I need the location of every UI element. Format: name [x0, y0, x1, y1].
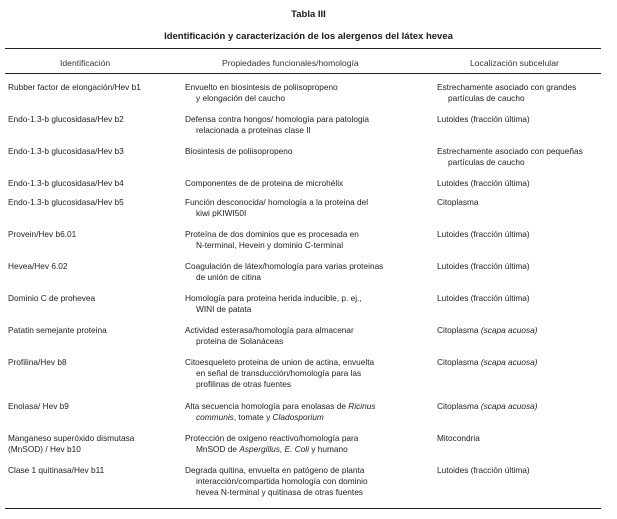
cell-identificacion-line: Enolasa/ Hev b9	[8, 401, 69, 411]
cell-propiedades-line	[185, 125, 430, 136]
text-segment: Citoplasma	[437, 401, 481, 411]
text-segment: Citoplasma	[437, 357, 481, 367]
cell-localizacion-line	[437, 433, 615, 444]
cell-propiedades-line	[185, 178, 430, 189]
cell-propiedades	[185, 401, 430, 423]
cell-identificacion	[8, 465, 183, 476]
text-segment: kiwi pKIWI50I	[196, 208, 247, 218]
cell-propiedades	[185, 178, 430, 189]
text-segment: MnSOD de	[196, 444, 240, 454]
cell-propiedades-line	[185, 487, 430, 498]
text-segment: Lutoides (fracción última)	[437, 261, 530, 271]
cell-localizacion	[437, 465, 615, 476]
text-segment: Degrada quitina, envuelta en patógeno de planta	[185, 465, 365, 475]
cell-localizacion-line	[437, 465, 615, 476]
cell-propiedades	[185, 261, 430, 283]
text-segment: proteina de Solanáceas	[196, 336, 284, 346]
cell-identificacion-line: Endo-1.3-b glucosidasa/Hev b4	[8, 178, 124, 188]
text-segment: Actividad esterasa/homología para almacenar	[185, 325, 354, 335]
cell-localizacion-line	[437, 293, 615, 304]
text-segment: Lutoides (fracción última)	[437, 293, 530, 303]
cell-localizacion	[437, 261, 615, 272]
table-title: Identificación y caracterización de los alergenos del látex hevea	[164, 31, 453, 42]
table-bottom-rule	[5, 508, 601, 509]
cell-identificacion	[8, 357, 183, 368]
text-segment: y humano	[309, 444, 348, 454]
cell-localizacion	[437, 146, 615, 168]
text-segment: Protección de oxigeno reactivo/homología para	[185, 433, 359, 443]
cell-propiedades-line	[185, 240, 430, 251]
cell-propiedades-line	[185, 272, 430, 283]
text-segment: Función desconocida/ homología a la proteina del	[185, 197, 369, 207]
cell-identificacion	[8, 229, 183, 240]
cell-identificacion-line: Provein/Hev b6.01	[8, 229, 77, 239]
cell-identificacion	[8, 114, 183, 125]
text-segment: Citoplasma	[437, 325, 481, 335]
cell-localizacion-line	[437, 401, 615, 412]
cell-identificacion-line: Manganeso superóxido dismutasa	[8, 433, 135, 443]
cell-localizacion-line	[437, 229, 615, 240]
cell-propiedades-line	[185, 82, 430, 93]
text-segment: partículas de caucho	[448, 157, 525, 167]
cell-localizacion	[437, 114, 615, 125]
cell-localizacion	[437, 433, 615, 444]
table-top-rule	[5, 48, 601, 49]
cell-identificacion	[8, 401, 183, 412]
cell-propiedades	[185, 357, 430, 390]
cell-propiedades-line	[185, 93, 430, 104]
cell-identificacion-line: Rubber factor de elongación/Hev b1	[8, 82, 141, 92]
cell-propiedades-line	[185, 357, 430, 368]
text-segment: interacción/compartida homología con dominio	[196, 476, 368, 486]
cell-localizacion-line	[437, 325, 615, 336]
cell-identificacion-line: Profilina/Hev b8	[8, 357, 67, 367]
cell-localizacion	[437, 197, 615, 208]
cell-identificacion	[8, 293, 183, 304]
column-header-localizacion: Localización subcelular	[470, 58, 559, 68]
cell-localizacion-line	[437, 157, 615, 168]
text-segment: Lutoides (fracción última)	[437, 114, 530, 124]
text-segment: N-terminal, Hevein y dominio C-terminal	[196, 240, 344, 250]
cell-propiedades-line	[185, 368, 430, 379]
cell-propiedades-line	[185, 412, 430, 423]
cell-propiedades-line	[185, 146, 430, 157]
cell-identificacion	[8, 433, 183, 455]
cell-propiedades-line	[185, 336, 430, 347]
cell-identificacion	[8, 261, 183, 272]
cell-identificacion	[8, 146, 183, 157]
text-segment: , tomate y	[233, 412, 273, 422]
text-segment: partículas de caucho	[448, 93, 525, 103]
cell-propiedades-line	[185, 379, 430, 390]
text-segment: en señal de transducción/homología para las	[196, 368, 362, 378]
cell-propiedades-line	[185, 229, 430, 240]
text-segment: Cladosporium	[272, 412, 324, 422]
cell-propiedades-line	[185, 293, 430, 304]
cell-propiedades	[185, 465, 430, 498]
text-segment: Homología para proteina herida inducible, p. ej.,	[185, 293, 362, 303]
text-segment: Envuelto en biosintesis de poliisopropeno	[185, 82, 338, 92]
cell-localizacion	[437, 82, 615, 104]
cell-propiedades	[185, 146, 430, 157]
table-header-rule	[5, 73, 601, 74]
text-segment: Lutoides (fracción última)	[437, 465, 530, 475]
cell-localizacion-line	[437, 261, 615, 272]
cell-propiedades-line	[185, 433, 430, 444]
cell-propiedades-line	[185, 304, 430, 315]
text-segment: Lutoides (fracción última)	[437, 229, 530, 239]
cell-identificacion-line: Endo-1.3-b glucosidasa/Hev b5	[8, 197, 124, 207]
cell-propiedades	[185, 114, 430, 136]
text-segment: Biosintesis de poliisopropeno	[185, 146, 293, 156]
cell-propiedades	[185, 229, 430, 251]
text-segment: y elongación del caucho	[196, 93, 286, 103]
cell-localizacion-line	[437, 357, 615, 368]
cell-identificacion-line: (MnSOD) / Hev b10	[8, 444, 81, 454]
cell-propiedades-line	[185, 476, 430, 487]
text-segment: Lutoides (fracción última)	[437, 178, 530, 188]
table-number: Tabla III	[291, 9, 326, 20]
text-segment: WINI de patata	[196, 304, 252, 314]
cell-localizacion-line	[437, 114, 615, 125]
text-segment: Estrechamente asociado con grandes	[437, 82, 577, 92]
cell-identificacion-line: Endo-1.3-b glucosidasa/Hev b3	[8, 146, 124, 156]
text-segment: Ricinus	[348, 401, 376, 411]
cell-propiedades-line	[185, 114, 430, 125]
cell-identificacion-line: Clase 1 quitinasa/Hev b11	[8, 465, 105, 475]
cell-localizacion-line	[437, 178, 615, 189]
text-segment: Alta secuencia homología para enolasas de	[185, 401, 349, 411]
cell-propiedades	[185, 325, 430, 347]
cell-localizacion-line	[437, 82, 615, 93]
text-segment: Citoplasma	[437, 197, 479, 207]
text-segment: Mitocondria	[437, 433, 480, 443]
cell-propiedades-line	[185, 465, 430, 476]
cell-propiedades-line	[185, 197, 430, 208]
text-segment: relacionada a proteinas clase II	[196, 125, 311, 135]
cell-identificacion	[8, 82, 183, 93]
text-segment: (scapa acuosa)	[480, 357, 538, 367]
text-segment: Defensa contra hongos/ homología para patologia	[185, 114, 370, 124]
text-segment: communis	[196, 412, 234, 422]
cell-identificacion-line: Patatin semejante proteina	[8, 325, 107, 335]
cell-identificacion	[8, 178, 183, 189]
cell-identificacion	[8, 197, 183, 208]
text-segment: Citoesqueleto proteina de union de actina, envuelta	[185, 357, 375, 367]
cell-localizacion-line	[437, 93, 615, 104]
text-segment: hevea N-terminal y quitinasa de otras fuentes	[196, 487, 363, 497]
cell-propiedades-line	[185, 261, 430, 272]
cell-localizacion	[437, 229, 615, 240]
cell-localizacion-line	[437, 197, 615, 208]
cell-localizacion	[437, 357, 615, 368]
cell-propiedades-line	[185, 444, 430, 455]
cell-propiedades	[185, 197, 430, 219]
column-header-propiedades: Propiedades funcionales/homología	[222, 58, 359, 68]
cell-propiedades	[185, 433, 430, 455]
cell-identificacion	[8, 325, 183, 336]
cell-identificacion-line: Dominio C de prohevea	[8, 293, 96, 303]
cell-propiedades	[185, 82, 430, 104]
cell-propiedades	[185, 293, 430, 315]
cell-localizacion	[437, 401, 615, 412]
cell-propiedades-line	[185, 325, 430, 336]
text-segment: Componentes de de proteina de microhélix	[185, 178, 344, 188]
text-segment: Aspergillus, E. Coli	[239, 444, 309, 454]
text-segment: Estrechamente asociado con pequeñas	[437, 146, 583, 156]
cell-propiedades-line	[185, 401, 430, 412]
text-segment: Coagulación de látex/homología para varias proteinas	[185, 261, 384, 271]
cell-localizacion-line	[437, 146, 615, 157]
cell-identificacion-line: Endo-1.3-b glucosidasa/Hev b2	[8, 114, 124, 124]
cell-localizacion	[437, 293, 615, 304]
cell-localizacion	[437, 178, 615, 189]
cell-identificacion-line: Hevea/Hev 6.02	[8, 261, 68, 271]
text-segment: de unión de citina	[196, 272, 262, 282]
text-segment: Proteína de dos dominios que es procesada en	[185, 229, 359, 239]
cell-propiedades-line	[185, 208, 430, 219]
text-segment: (scapa acuosa)	[480, 401, 538, 411]
text-segment: (scapa acuosa)	[480, 325, 538, 335]
text-segment: profilinas de otras fuentes	[196, 379, 292, 389]
column-header-identificacion: Identificación	[60, 58, 111, 68]
cell-localizacion	[437, 325, 615, 336]
